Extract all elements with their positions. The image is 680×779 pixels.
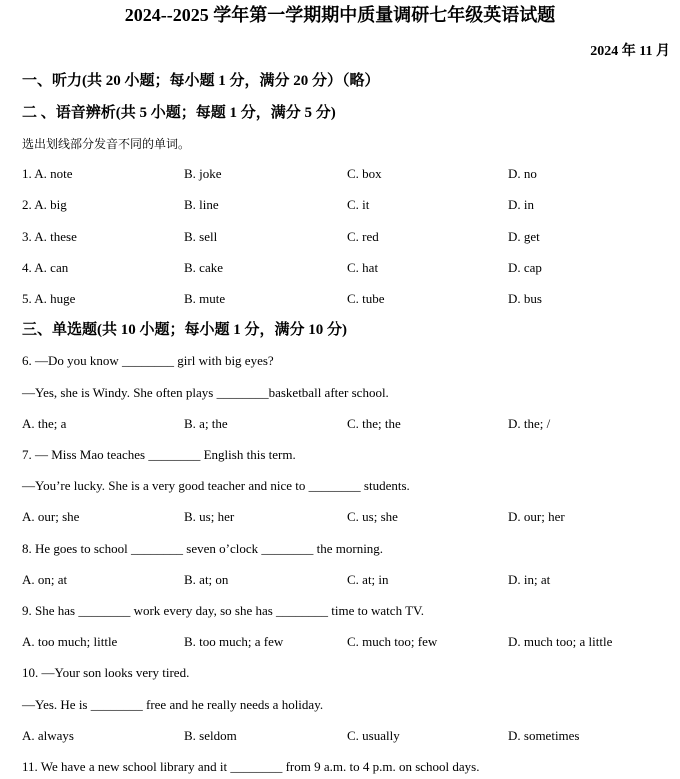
option-b: B. cake (184, 260, 223, 275)
option-a: 5. A. huge (22, 291, 76, 306)
option-b: B. mute (184, 291, 226, 306)
question-6-stem: 6. —Do you know ________ girl with big eyes? (22, 353, 274, 368)
option-b: B. seldom (184, 728, 237, 743)
option-c: C. red (347, 229, 379, 244)
option-c: C. the; the (347, 416, 401, 431)
option-d: D. in; at (508, 572, 551, 587)
question-6-options (0, 415, 680, 433)
option-d: D. sometimes (508, 728, 580, 743)
option-b: B. us; her (184, 509, 235, 524)
option-a: 1. A. note (22, 166, 73, 181)
question-10-stem: 10. —Your son looks very tired. (22, 665, 190, 680)
exam-title: 2024--2025 学年第一学期期中质量调研七年级英语试题 (124, 5, 556, 25)
phonics-row-5 (0, 290, 680, 308)
option-d: D. bus (508, 291, 542, 306)
question-9-options (0, 633, 680, 651)
question-7-stem: 7. — Miss Mao teaches ________ English this term. (22, 447, 296, 462)
option-c: C. it (347, 197, 370, 212)
question-10-reply: —Yes. He is ________ free and he really needs a holiday. (22, 697, 324, 712)
option-a: 2. A. big (22, 197, 67, 212)
question-11-stem: 11. We have a new school library and it ________ from 9 a.m. to 4 p.m. on school days. (22, 759, 480, 774)
option-d: D. no (508, 166, 537, 181)
option-c: C. tube (347, 291, 385, 306)
option-c: C. us; she (347, 509, 398, 524)
section-phonics-heading: 二 、语音辨析(共 5 小题；每题 1 分，满分 5 分) (22, 105, 336, 121)
option-a: A. too much; little (22, 634, 118, 649)
question-9-stem: 9. She has ________ work every day, so she has ________ time to watch TV. (22, 603, 424, 618)
option-d: D. cap (508, 260, 542, 275)
option-d: D. get (508, 229, 540, 244)
option-b: B. at; on (184, 572, 229, 587)
option-c: C. box (347, 166, 382, 181)
option-a: A. the; a (22, 416, 67, 431)
option-b: B. line (184, 197, 219, 212)
option-d: D. in (508, 197, 534, 212)
option-b: B. joke (184, 166, 222, 181)
option-c: C. usually (347, 728, 400, 743)
phonics-instruction: 选出划线部分发音不同的单词。 (22, 137, 191, 151)
option-d: D. much too; a little (508, 634, 613, 649)
question-7-reply: —You’re lucky. She is a very good teacher and nice to ________ students. (22, 478, 410, 493)
option-d: D. the; / (508, 416, 551, 431)
exam-date: 2024 年 11 月 (590, 44, 670, 59)
option-d: D. our; her (508, 509, 565, 524)
section-mcq-heading: 三、单选题(共 10 小题；每小题 1 分，满分 10 分) (22, 322, 347, 338)
question-6-reply: —Yes, she is Windy. She often plays ________basketball after school. (22, 385, 389, 400)
phonics-row-2 (0, 196, 680, 214)
option-a: A. our; she (22, 509, 80, 524)
option-a: 4. A. can (22, 260, 69, 275)
option-c: C. at; in (347, 572, 389, 587)
question-8-stem: 8. He goes to school ________ seven o’clock ________ the morning. (22, 541, 384, 556)
option-b: B. a; the (184, 416, 228, 431)
option-c: C. much too; few (347, 634, 438, 649)
question-7-options (0, 508, 680, 526)
question-10-options (0, 727, 680, 745)
option-b: B. too much; a few (184, 634, 284, 649)
phonics-row-1 (0, 165, 680, 183)
phonics-row-4 (0, 259, 680, 277)
question-8-options (0, 571, 680, 589)
option-a: A. on; at (22, 572, 68, 587)
option-a: A. always (22, 728, 74, 743)
option-a: 3. A. these (22, 229, 77, 244)
section-listening-heading: 一、听力(共 20 小题；每小题 1 分，满分 20 分）（略） (22, 73, 380, 89)
option-c: C. hat (347, 260, 379, 275)
phonics-row-3 (0, 228, 680, 246)
option-b: B. sell (184, 229, 218, 244)
